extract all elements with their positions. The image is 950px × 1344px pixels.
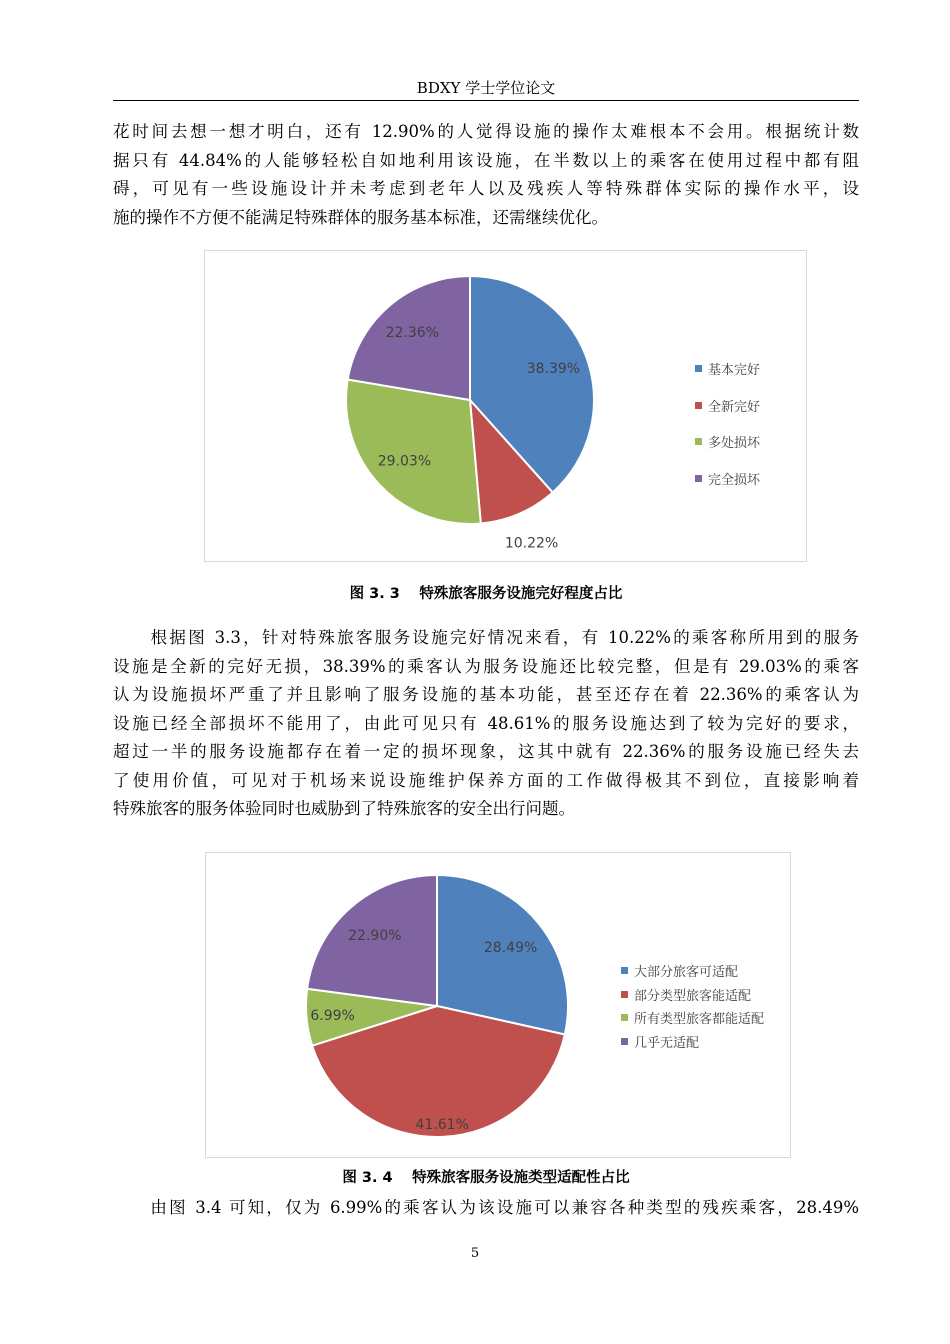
legend-item	[621, 1032, 699, 1051]
legend-label: 部分类型旅客能适配	[634, 988, 752, 1004]
legend-swatch	[695, 475, 702, 482]
figure-3-4-chart	[205, 852, 791, 1158]
text-line: 设施已经全部损坏不能用了，由此可见只有 48.61%的服务设施达到了较为完好的要求，	[113, 713, 859, 733]
figure-3-3-chart	[204, 250, 807, 562]
legend-swatch	[621, 991, 628, 998]
legend-label: 几乎无适配	[634, 1035, 700, 1051]
text-line: 据只有 44.84%的人能够轻松自如地利用该设施，在半数以上的乘客在使用过程中都有阻	[113, 150, 859, 170]
legend-item	[621, 985, 751, 1004]
figure-3-4-caption: 图 3. 4 特殊旅客服务设施类型适配性占比	[342, 1170, 630, 1186]
legend-item	[621, 961, 738, 980]
legend-swatch	[695, 365, 702, 372]
legend-swatch	[621, 1014, 628, 1021]
text-line: 设施是全新的完好无损，38.39%的乘客认为服务设施还比较完整，但是有 29.03%的乘客	[113, 656, 859, 676]
paragraph-3	[113, 1194, 859, 1223]
legend-swatch	[621, 967, 628, 974]
legend-item	[695, 469, 760, 488]
text-line: 认为设施损坏严重了并且影响了服务设施的基本功能，甚至还存在着 22.36%的乘客认为	[113, 685, 859, 704]
slice-data-label: 41.61%	[415, 1116, 469, 1133]
legend-label: 完全损坏	[708, 472, 761, 488]
page-header: BDXY 学士学位论文	[113, 76, 859, 101]
legend-item	[695, 396, 760, 415]
text-line: 超过一半的服务设施都存在着一定的损坏现象，这其中就有 22.36%的服务设施已经失去	[113, 742, 859, 761]
text-line: 了使用价值，可见对于机场来说设施维护保养方面的工作做得极其不到位，直接影响着	[113, 770, 859, 790]
text-line: 碍，可见有一些设施设计并未考虑到老年人以及残疾人等特殊群体实际的操作水平，设	[113, 179, 859, 198]
figure-3-3-caption: 图 3. 3 特殊旅客服务设施完好程度占比	[349, 586, 623, 602]
legend-swatch	[621, 1038, 628, 1045]
legend-label: 大部分旅客可适配	[634, 965, 739, 980]
legend-label: 基本完好	[708, 363, 761, 378]
slice-data-label: 22.36%	[385, 324, 440, 341]
slice-data-label: 28.49%	[483, 940, 538, 957]
legend-swatch	[695, 438, 702, 445]
legend-item	[695, 432, 760, 451]
slice-data-label: 10.22%	[504, 535, 559, 552]
text-line: 根据图 3.3，针对特殊旅客服务设施完好情况来看，有 10.22%的乘客称所用到的服务	[113, 628, 859, 647]
paragraph-1	[113, 118, 859, 232]
page-number: 5	[470, 1246, 480, 1261]
text-line: 施的操作不方便不能满足特殊群体的服务基本标准，还需继续优化。	[113, 207, 608, 227]
slice-data-label: 22.90%	[348, 928, 402, 945]
legend-label: 全新完好	[708, 399, 761, 415]
slice-data-label: 29.03%	[377, 453, 432, 470]
text-line: 花时间去想一想才明白，还有 12.90%的人觉得设施的操作太难根本不会用。根据统计数	[113, 122, 859, 141]
pie-chart-adaptability	[206, 853, 790, 1157]
legend-item	[621, 1008, 764, 1027]
legend-swatch	[695, 402, 702, 409]
legend-label: 所有类型旅客都能适配	[634, 1012, 765, 1027]
paragraph-2	[113, 624, 859, 824]
legend-item	[695, 359, 760, 378]
text-line: 由图 3.4 可知，仅为 6.99%的乘客认为该设施可以兼容各种类型的残疾乘客，28.49%	[113, 1198, 859, 1217]
legend-label: 多处损坏	[708, 436, 761, 451]
slice-data-label: 6.99%	[310, 1008, 355, 1025]
text-line: 特殊旅客的服务体验同时也威胁到了特殊旅客的安全出行问题。	[113, 799, 575, 818]
pie-slice	[346, 380, 481, 524]
slice-data-label: 38.39%	[526, 361, 581, 378]
